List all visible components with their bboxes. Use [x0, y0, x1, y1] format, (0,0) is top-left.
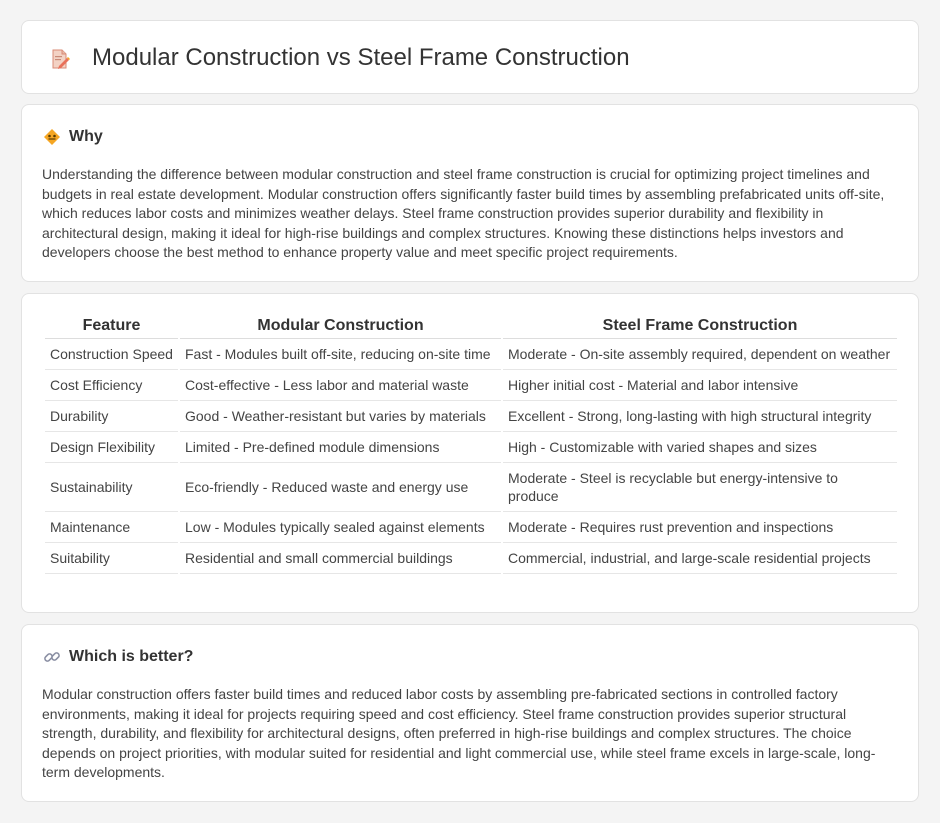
which-better-section — [21, 624, 919, 802]
steel-cell: Commercial, industrial, and large-scale residential projects — [503, 543, 897, 574]
feature-cell: Construction Speed — [45, 339, 178, 370]
modular-cell: Good - Weather-resistant but varies by materials — [180, 401, 501, 432]
feature-cell: Suitability — [45, 543, 178, 574]
modular-cell: Limited - Pre-defined module dimensions — [180, 432, 501, 463]
steel-cell: Moderate - Requires rust prevention and inspections — [503, 512, 897, 543]
table-row — [45, 543, 897, 574]
table-header-row — [45, 315, 897, 339]
table-row — [45, 339, 897, 370]
document-pencil-icon — [48, 47, 72, 71]
modular-cell: Eco-friendly - Reduced waste and energy use — [180, 463, 501, 512]
why-heading: Why — [69, 128, 103, 145]
better-text: Modular construction offers faster build times and reduced labor costs by assembling pre-fabricated sections in controlled factory environments, making it ideal for projects requiring speed and cost efficiency. Steel frame construction provides superior structural strength, durability, and flexibility for architectural designs, often preferred in high-rise buildings and complex structures. The choice depends on project priorities, with modular suited for residential and light commercial use, while steel frame excels in large-scale, long-term developments. — [42, 686, 876, 781]
link-icon — [43, 648, 61, 666]
warning-sign-icon — [43, 128, 61, 146]
table-row — [45, 401, 897, 432]
modular-cell: Residential and small commercial buildings — [180, 543, 501, 574]
header-feature: Feature — [45, 315, 178, 339]
modular-cell: Fast - Modules built off-site, reducing on-site time — [180, 339, 501, 370]
feature-cell: Cost Efficiency — [45, 370, 178, 401]
better-heading-row — [43, 647, 193, 667]
better-heading: Which is better? — [69, 648, 194, 665]
steel-cell: Moderate - Steel is recyclable but energy-intensive to produce — [503, 463, 897, 512]
steel-cell: Excellent - Strong, long-lasting with high structural integrity — [503, 401, 897, 432]
table-row — [45, 512, 897, 543]
modular-cell: Cost-effective - Less labor and material waste — [180, 370, 501, 401]
feature-cell: Durability — [45, 401, 178, 432]
header-steel: Steel Frame Construction — [503, 315, 897, 339]
comparison-table — [43, 315, 899, 574]
title-card — [21, 20, 919, 94]
table-row — [45, 370, 897, 401]
table-row — [45, 432, 897, 463]
feature-cell: Design Flexibility — [45, 432, 178, 463]
why-section — [21, 104, 919, 282]
feature-cell: Sustainability — [45, 463, 178, 512]
feature-cell: Maintenance — [45, 512, 178, 543]
modular-cell: Low - Modules typically sealed against elements — [180, 512, 501, 543]
page-title: Modular Construction vs Steel Frame Construction — [92, 44, 630, 71]
header-modular: Modular Construction — [180, 315, 501, 339]
steel-cell: Higher initial cost - Material and labor intensive — [503, 370, 897, 401]
comparison-card — [21, 293, 919, 613]
table-row — [45, 463, 897, 512]
why-text: Understanding the difference between modular construction and steel frame construction is crucial for optimizing project timelines and budgets in real estate development. Modular construction offers significantly faster build times by assembling prefabricated units off-site, which reduces labor costs and minimizes weather delays. Steel frame construction provides superior durability and flexibility in architectural design, making it ideal for high-rise buildings and complex structures. Knowing these distinctions helps investors and developers choose the best method to enhance property value and meet specific project requirements. — [42, 166, 885, 261]
steel-cell: Moderate - On-site assembly required, dependent on weather — [503, 339, 897, 370]
steel-cell: High - Customizable with varied shapes and sizes — [503, 432, 897, 463]
why-heading-row — [43, 127, 103, 147]
